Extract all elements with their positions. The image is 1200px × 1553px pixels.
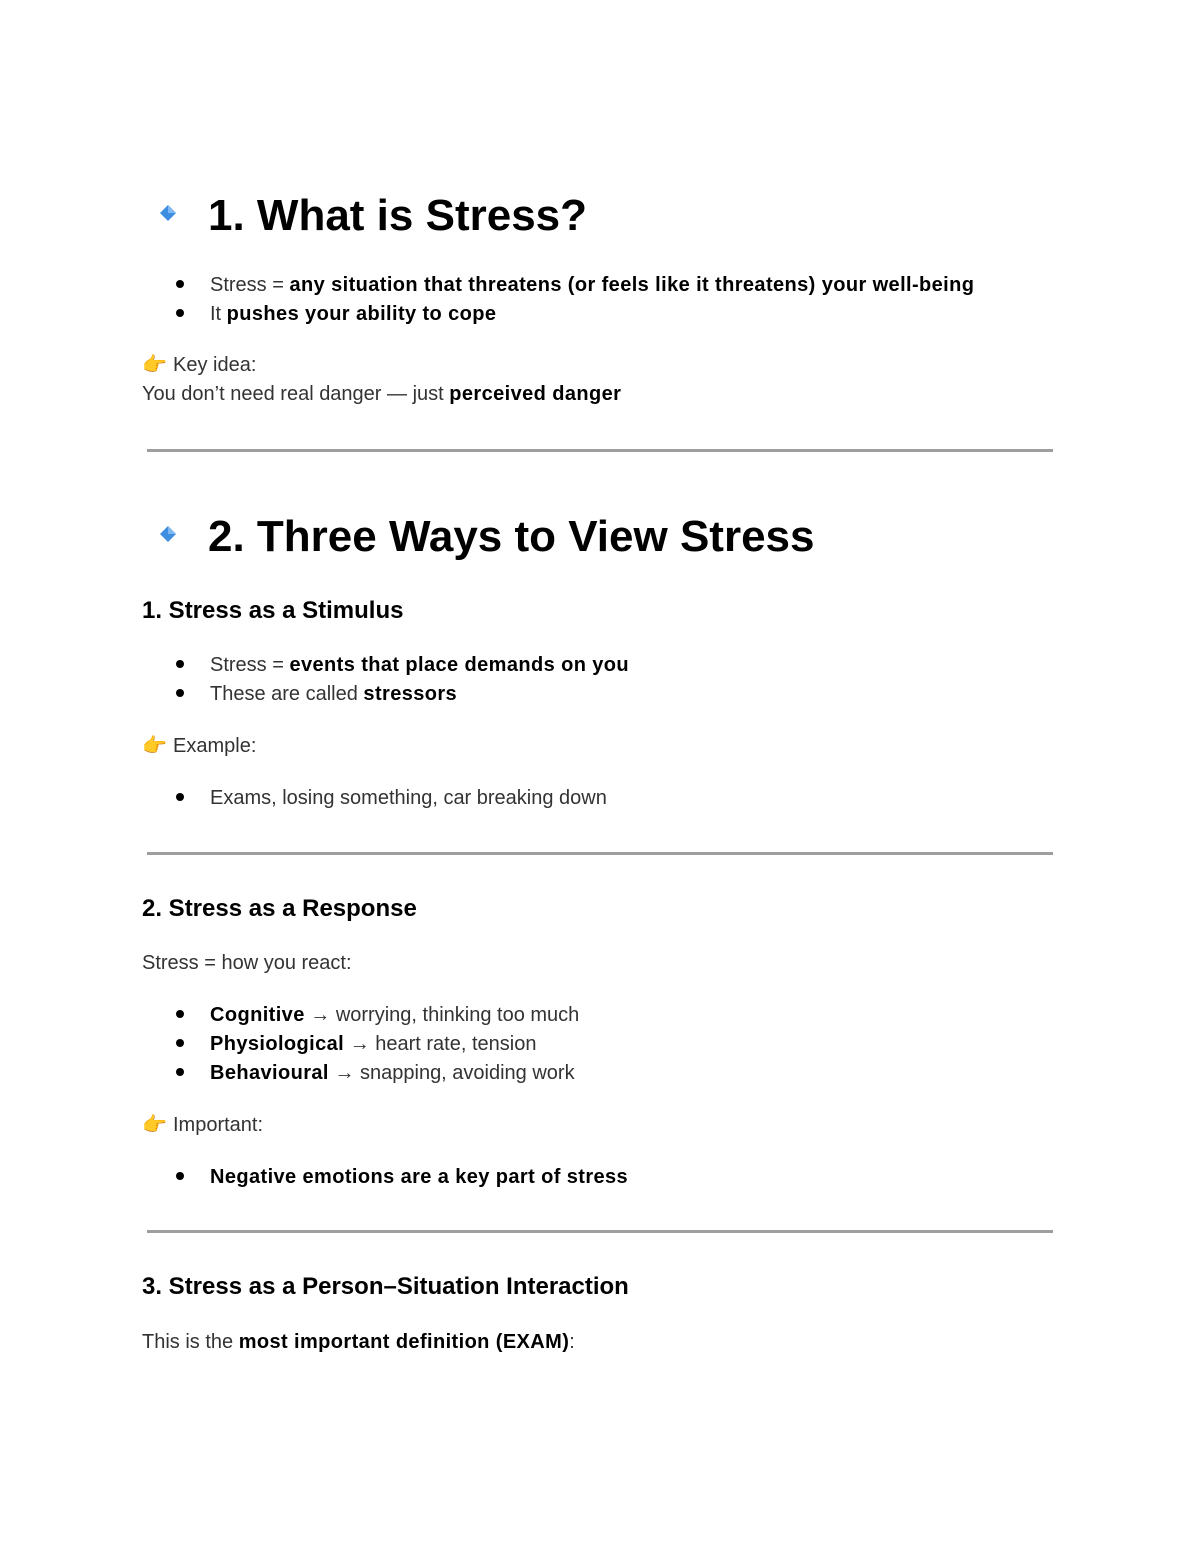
horizontal-rule [147,449,1053,452]
list-item: Exams, losing something, car breaking down [176,785,607,811]
section-heading-1 [160,190,587,242]
section-heading-2-text: 2. Three Ways to View Stress [208,512,815,561]
section-heading-2 [160,511,814,563]
bullet-text: Stress = [210,274,290,296]
bullet-icon [176,689,184,697]
subheading-response: 2. Stress as a Response [142,895,417,922]
horizontal-rule [147,852,1053,855]
subheading-stimulus: 1. Stress as a Stimulus [142,597,404,624]
bullet-icon [176,280,184,288]
list-item [176,301,496,327]
pointing-hand-icon: 👉 [142,1114,167,1136]
list-item: Physiological → heart rate, tension [176,1031,536,1057]
list-item: Stress = events that place demands on you [176,652,629,678]
important-label: 👉 Important: [142,1114,264,1136]
subheading-interaction: 3. Stress as a Person–Situation Interaction [142,1273,629,1300]
response-intro: Stress = how you react: [142,952,352,974]
blue-diamond-icon [160,526,174,540]
example-label: 👉 Example: [142,735,257,757]
bullet-bold-text: any situation that threatens (or feels like it threatens) your well-being [289,274,975,296]
bullet-icon [176,660,184,668]
list-item: Negative emotions are a key part of stress [176,1164,628,1190]
bullet-icon [176,1172,184,1180]
list-item: Cognitive → worrying, thinking too much [176,1002,579,1028]
key-idea-text: You don’t need real danger — just perceived danger [142,383,622,405]
bullet-icon [176,1068,184,1076]
pointing-hand-icon: 👉 [142,735,167,757]
list-item: These are called stressors [176,681,457,707]
bullet-icon [176,309,184,317]
bullet-bold-text: pushes your ability to cope [226,303,497,325]
section-heading-1-text: 1. What is Stress? [208,191,588,240]
blue-diamond-icon [160,205,174,219]
key-idea-bold: perceived danger [449,383,622,405]
horizontal-rule [147,1230,1053,1233]
list-item: Behavioural → snapping, avoiding work [176,1060,575,1086]
bullet-icon [176,793,184,801]
bullet-icon [176,1039,184,1047]
interaction-intro: This is the most important definition (EXAM): [142,1331,575,1353]
key-idea-label: 👉 Key idea: [142,354,257,376]
pointing-hand-icon: 👉 [142,354,167,376]
bullet-icon [176,1010,184,1018]
bullet-text: It [210,303,227,325]
list-item [176,272,974,298]
